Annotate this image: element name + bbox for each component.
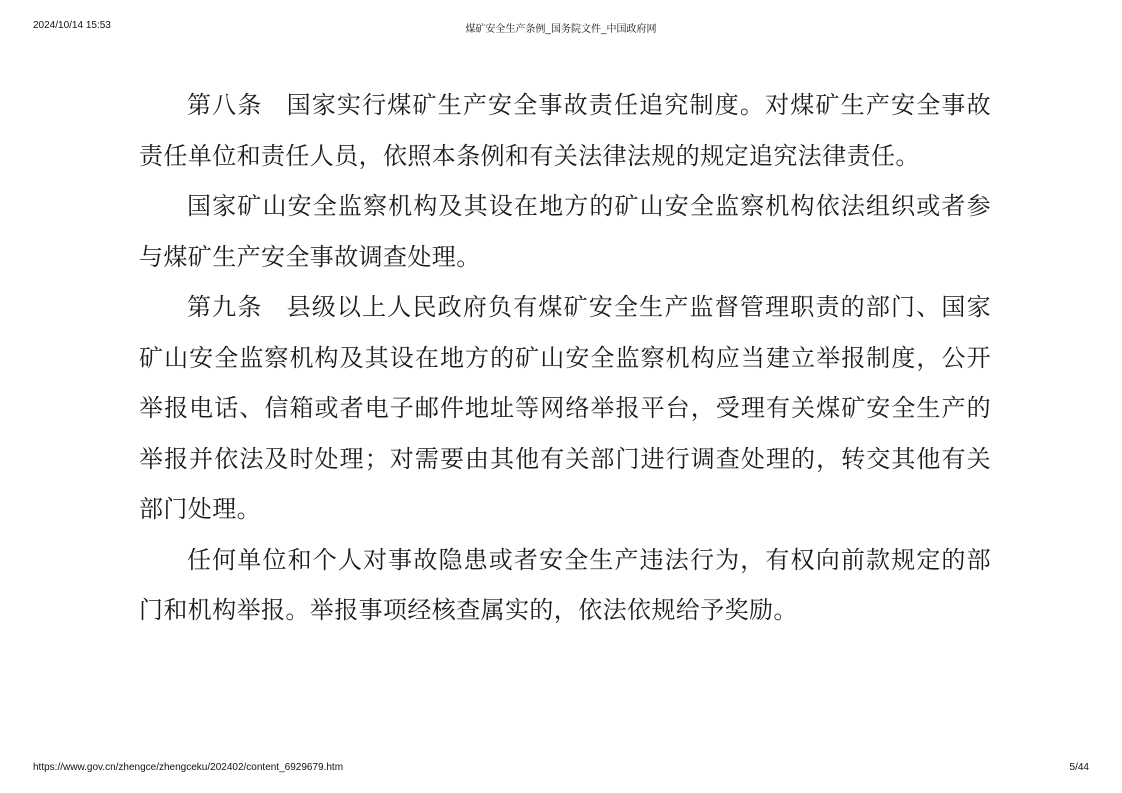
paragraph-text: 国家矿山安全监察机构及其设在地方的矿山安全监察机构依法组织或者参与煤矿生产安全事故调查处理。 [139, 192, 991, 271]
print-header [0, 20, 1122, 34]
paragraph-article-8-clause-2 [139, 181, 991, 282]
page-title: 煤矿安全生产条例_国务院文件_中国政府网 [465, 24, 657, 35]
paragraph-article-8 [139, 80, 991, 181]
article-body [139, 80, 991, 636]
paragraph-article-9 [139, 282, 991, 535]
print-datetime: 2024/10/14 15:53 [33, 20, 111, 31]
article-number: 第九条 [187, 293, 263, 321]
paragraph-text: 任何单位和个人对事故隐患或者安全生产违法行为，有权向前款规定的部门和机构举报。举报事项经核查属实的，依法依规给予奖励。 [139, 545, 991, 624]
page-indicator: 5/44 [1069, 762, 1089, 773]
paragraph-article-9-clause-2 [139, 535, 991, 636]
paragraph-text: 国家实行煤矿生产安全事故责任追究制度。对煤矿生产安全事故责任单位和责任人员，依照本条例和有关法律法规的规定追究法律责任。 [139, 91, 991, 170]
article-number: 第八条 [187, 91, 263, 119]
source-url: https://www.gov.cn/zhengce/zhengceku/202402/content_6929679.htm [33, 762, 344, 773]
print-footer [0, 762, 1122, 776]
paragraph-text: 县级以上人民政府负有煤矿安全生产监督管理职责的部门、国家矿山安全监察机构及其设在地方的矿山安全监察机构应当建立举报制度，公开举报电话、信箱或者电子邮件地址等网络举报平台，受理有关煤矿安全生产的举报并依法及时处理；对需要由其他有关部门进行调查处理的，转交其他有关部门处理。 [139, 293, 991, 523]
